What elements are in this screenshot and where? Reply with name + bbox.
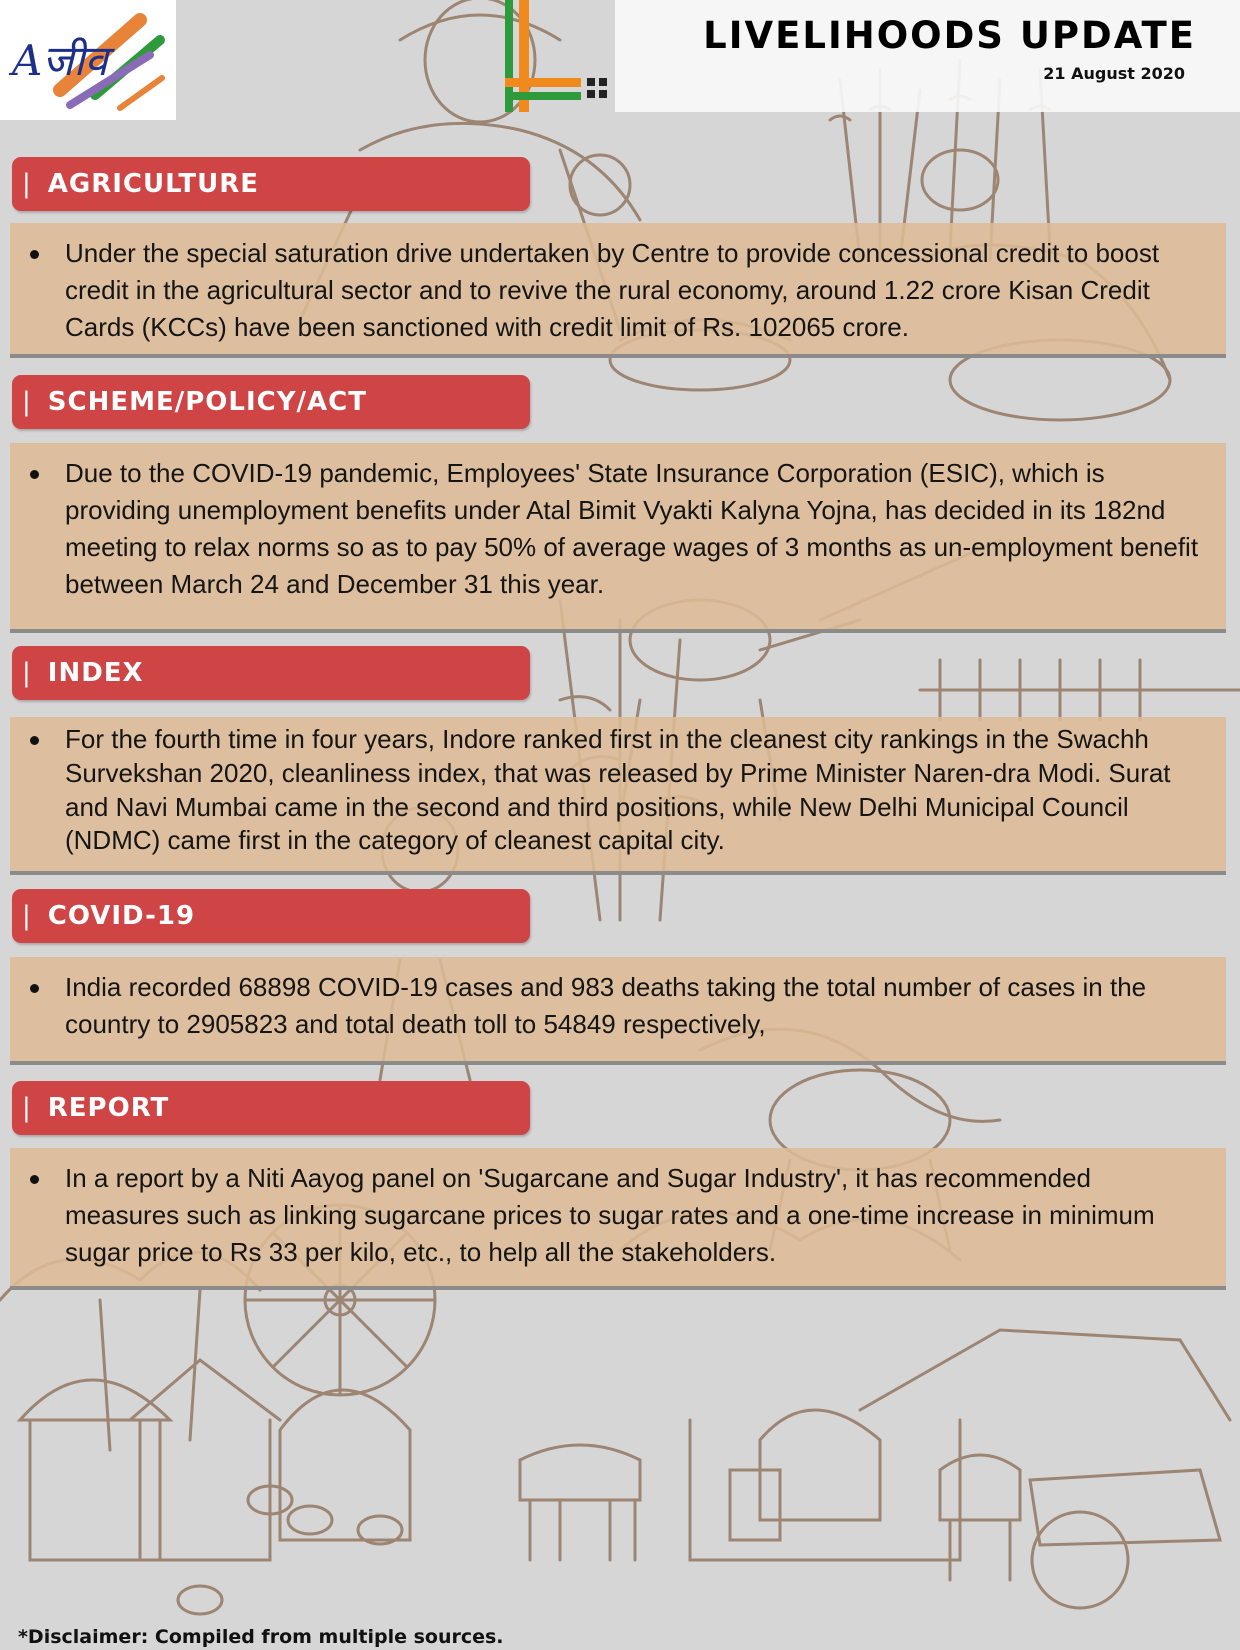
logo-text: Aजीव: [12, 36, 108, 85]
page-title: LIVELIHOODS UPDATE: [703, 14, 1196, 57]
bullet-item: [22, 455, 1212, 603]
section-divider: |: [22, 387, 32, 417]
section-body-agriculture: [10, 223, 1226, 358]
section-title: AGRICULTURE: [47, 169, 260, 199]
section-title: SCHEME/POLICY/ACT: [47, 387, 367, 417]
bullet-icon: [30, 984, 39, 993]
bullet-text: For the fourth time in four years, Indore ranked first in the cleanest city rankings in the Swachh Survekshan 2020, cleanliness index, that was released by Prime Minister Naren-dra Modi. Surat and Navi Mumbai came in the second and third positions, while New Delhi Municipal Council (NDMC) came first in the category of cleanest capital city.: [65, 724, 1171, 856]
bullet-text: India recorded 68898 COVID-19 cases and 983 deaths taking the total number of cases in the country to 2905823 and total death toll to 54849 respectively,: [65, 972, 1147, 1039]
section-body-covid-19: [10, 957, 1226, 1065]
section-title: COVID-19: [47, 901, 196, 931]
bullet-item: [22, 969, 1212, 1043]
section-header-covid-19: [12, 889, 530, 943]
section-header-index: [12, 646, 530, 700]
bullet-text: Under the special saturation drive undertaken by Centre to provide concessional credit to boost credit in the agricultural sector and to revive the rural economy, around 1.22 crore Kisan Credit Cards (KCCs) have been sanctioned with credit limit of Rs. 102065 crore.: [65, 238, 1160, 342]
section-header-agriculture: [12, 157, 530, 211]
tricolor-grid-icon: [505, 0, 615, 115]
section-body-report: [10, 1148, 1226, 1290]
section-title: REPORT: [47, 1093, 170, 1123]
bullet-text: In a report by a Niti Aayog panel on 'Sugarcane and Sugar Industry', it has recommended measures such as linking sugarcane prices to sugar rates and a one-time increase in minimum sugar price to Rs 33 per kilo, etc., to help all the stakeholders.: [65, 1163, 1155, 1267]
bullet-icon: [30, 1175, 39, 1184]
tricolor-mark: [505, 0, 615, 115]
section-header-report: [12, 1081, 530, 1135]
logo-mark-icon: [0, 0, 176, 120]
section-divider: |: [22, 1093, 32, 1123]
section-body-index: [10, 717, 1226, 875]
bullet-item: [22, 1160, 1212, 1271]
bullet-icon: [30, 250, 39, 259]
bullet-text: Due to the COVID-19 pandemic, Employees' State Insurance Corporation (ESIC), which is providing unemployment benefits under Atal Bimit Vyakti Kalyna Yojna, has decided in its 182nd meeting to relax norms so as to pay 50% of average wages of 3 months as un-employment benefit between March 24 and December 31 this year.: [65, 458, 1199, 599]
bullet-icon: [30, 470, 39, 479]
section-divider: |: [22, 658, 32, 688]
section-divider: |: [22, 169, 32, 199]
bullet-item: [22, 235, 1212, 346]
bullet-item: [22, 723, 1212, 858]
section-title: INDEX: [47, 658, 144, 688]
disclaimer-text: *Disclaimer: Compiled from multiple sources.: [18, 1626, 504, 1648]
section-divider: |: [22, 901, 32, 931]
page-date: 21 August 2020: [1043, 64, 1185, 83]
section-header-scheme-policy-act: [12, 375, 530, 429]
bullet-icon: [30, 736, 39, 745]
section-body-scheme-policy-act: [10, 443, 1226, 633]
organization-logo: [0, 0, 176, 120]
